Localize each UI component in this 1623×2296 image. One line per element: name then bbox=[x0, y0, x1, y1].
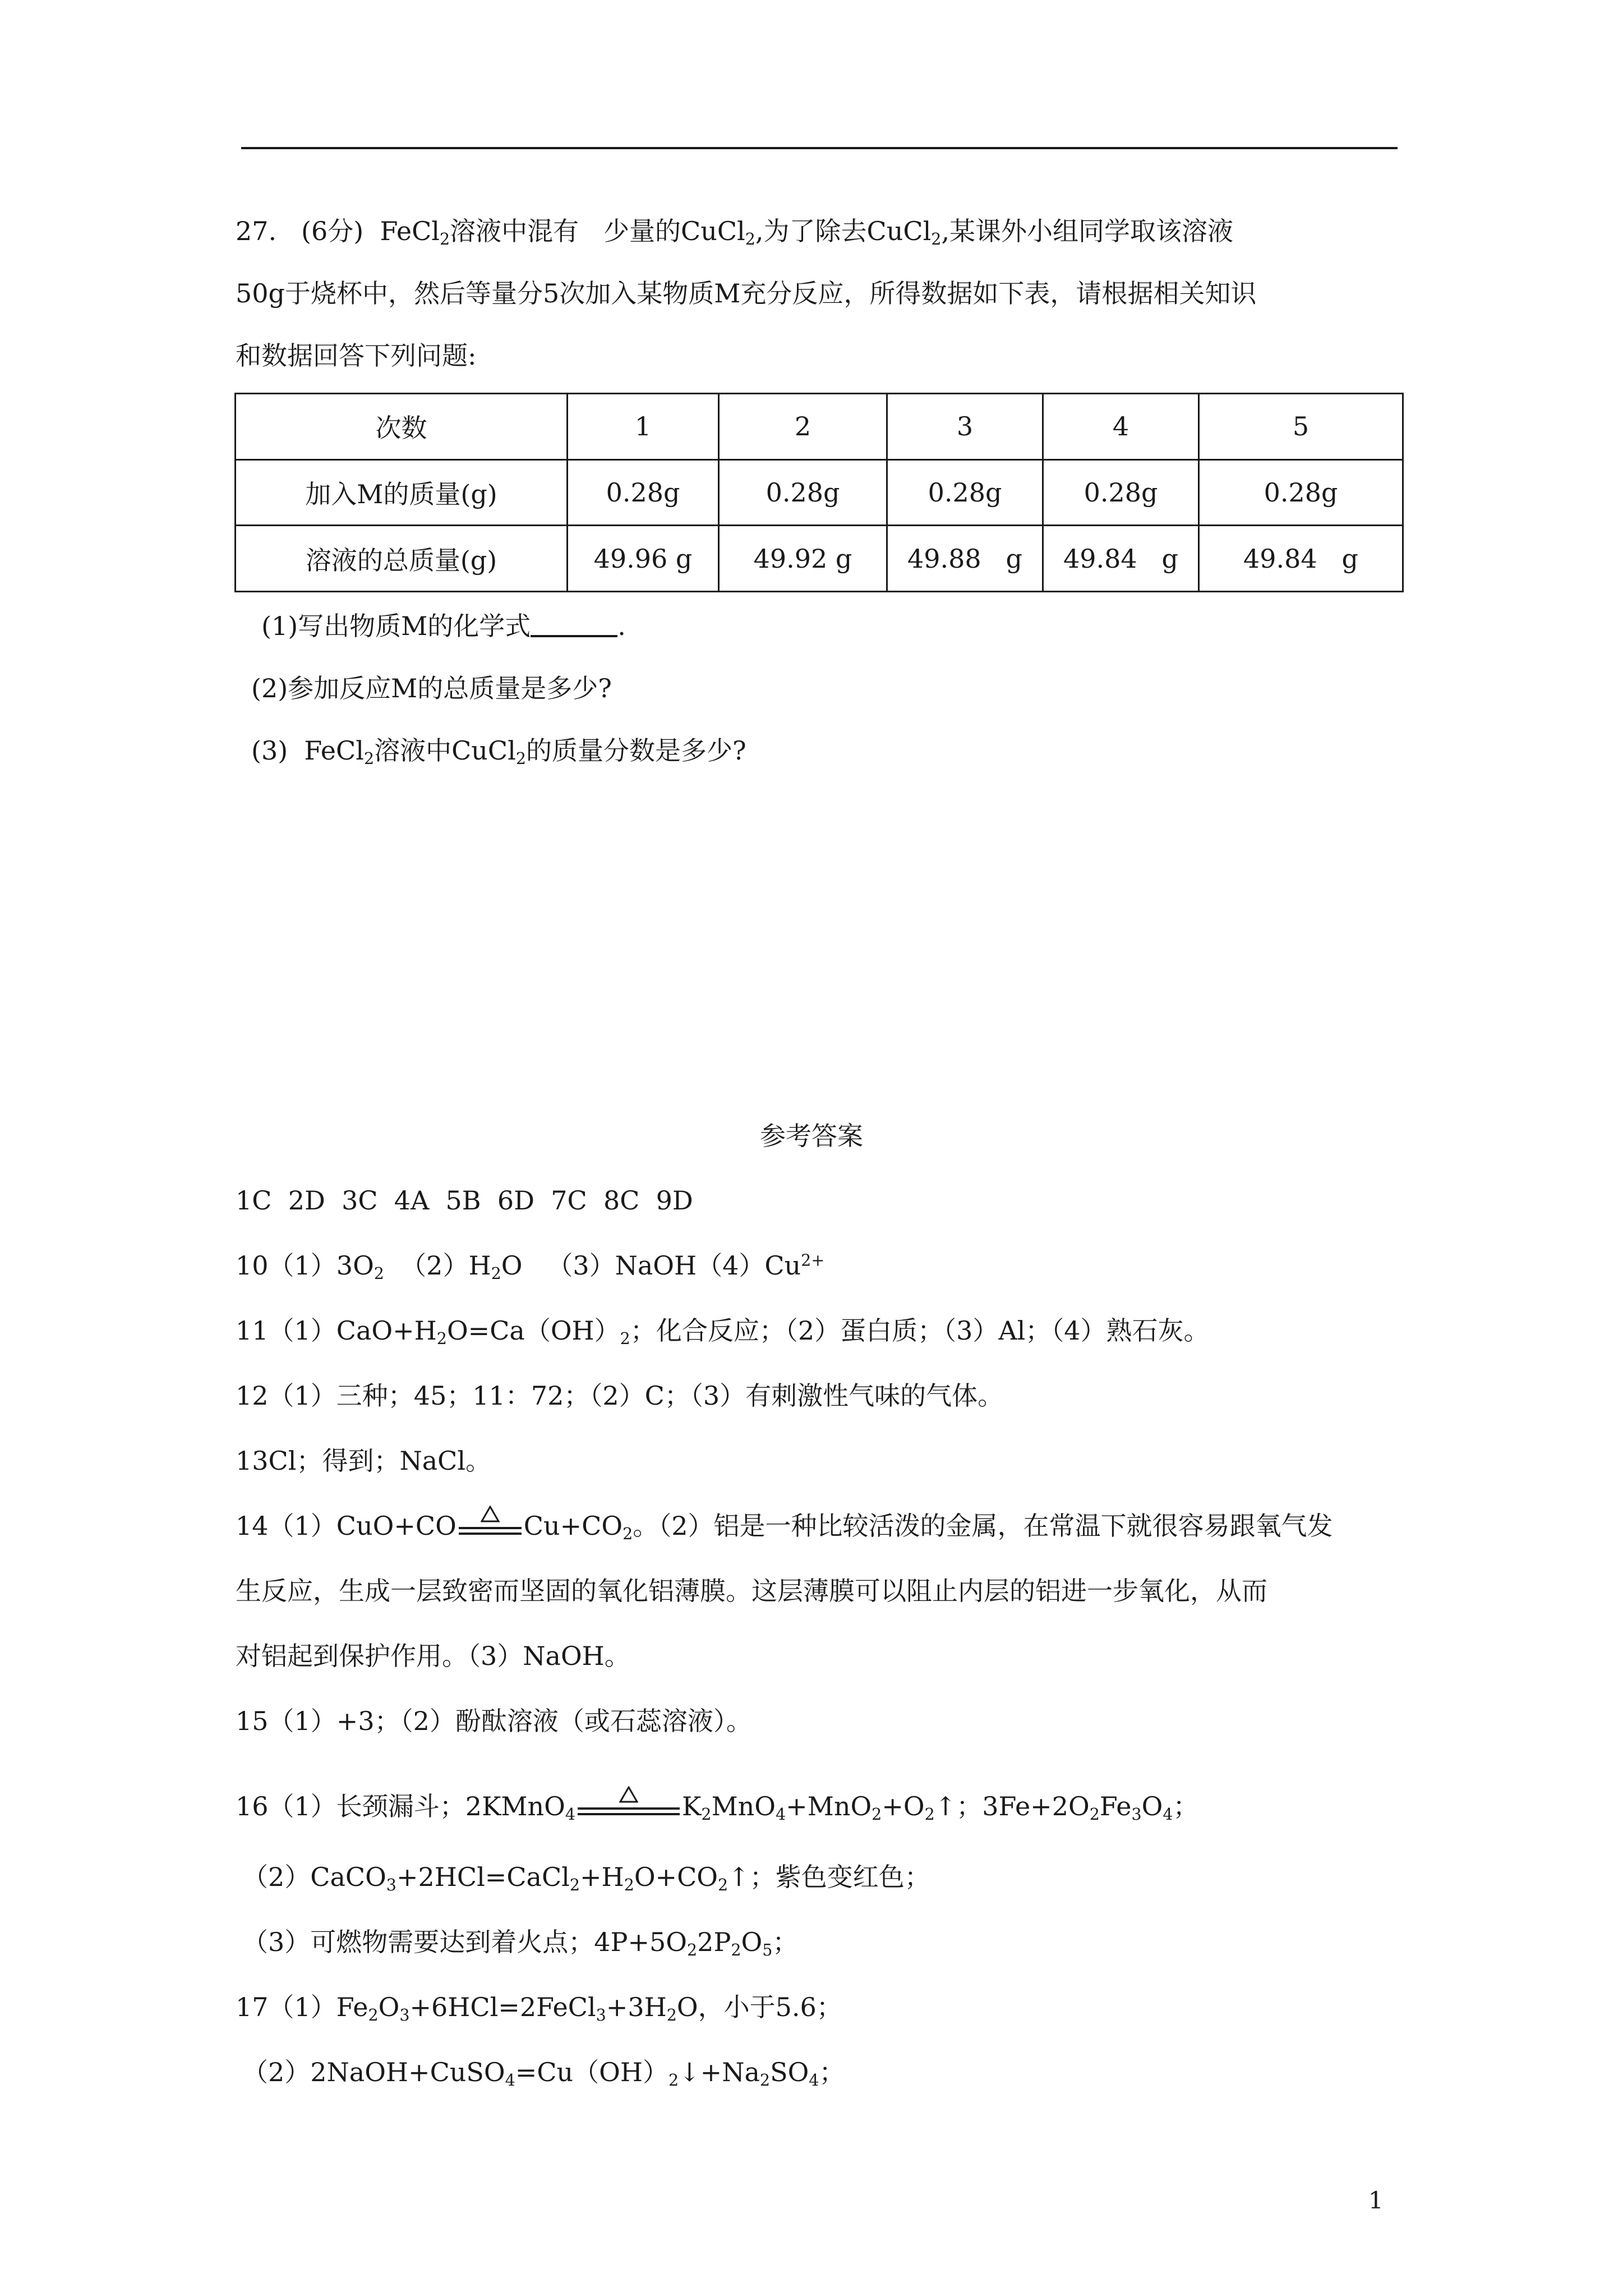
answer-16-line-2: $(2)CaCO_3+2HCl=CaCl_2+H_2O+CO_2↑$；紫色变红色； bbox=[242, 1862, 930, 1894]
header-rule bbox=[241, 147, 1398, 149]
answer-14-line-1: 14（1）CuO+CO $Cu+CO_2$。（2）铝是一种比较活泼的金属，在常温下就很容易跟氧气发 bbox=[236, 1509, 1402, 1543]
answer-1-9: 1C 2D 3C 4A 5B 6D 7C 8C 9D bbox=[236, 1185, 693, 1216]
page-number: 1 bbox=[1368, 2187, 1384, 2214]
answer-15: 15（1）+3；（2）酚酞溶液（或石蕊溶液）。 bbox=[236, 1706, 752, 1736]
data-table bbox=[234, 393, 1404, 592]
sub-question-3: (3) FeCl$_2$溶液中CuCl$_2$的质量分数是多少? bbox=[251, 735, 746, 768]
table-header-cell: 次数 bbox=[236, 394, 568, 460]
table-cell: 溶液的总质量(g) bbox=[236, 526, 568, 592]
table-row bbox=[236, 459, 1403, 526]
table-cell: 49.92 g bbox=[719, 526, 887, 592]
answer-17-line-2: $(2)2NaOH+CuSO_4=Cu(OH)_2↓+Na_2SO_4$； bbox=[242, 2057, 845, 2090]
table-header-cell: 4 bbox=[1043, 394, 1199, 460]
answer-16-line-3: （3）可燃物需要达到着火点；$4P+5O_22P_2O_5$； bbox=[242, 1927, 799, 1959]
heating-symbol bbox=[575, 1789, 682, 1823]
answer-10: $10(1)3O_2$ $(2)H_2O$ $(3)NaOH(4)Cu^{2+}$ bbox=[236, 1250, 825, 1283]
table-row bbox=[236, 526, 1403, 592]
table-cell: 0.28g bbox=[719, 459, 887, 526]
table-cell: 0.28g bbox=[1043, 459, 1199, 526]
table-cell: 49.84 g bbox=[1043, 526, 1199, 592]
table-cell: 49.88 g bbox=[887, 526, 1043, 592]
table-header-cell: 2 bbox=[719, 394, 887, 460]
table-header-cell: 5 bbox=[1199, 394, 1403, 460]
triangle-heat-icon bbox=[619, 1786, 638, 1803]
answer-14-line-2: 生反应，生成一层致密而坚固的氧化铝薄膜。这层薄膜可以阻止内层的铝进一步氧化，从而 bbox=[236, 1576, 1267, 1606]
answer-13: 13Cl；得到；NaCl。 bbox=[236, 1446, 492, 1476]
table-cell: 加入M的质量(g) bbox=[236, 459, 568, 526]
answers-title: 参考答案 bbox=[760, 1121, 863, 1151]
table-header-cell: 1 bbox=[568, 394, 719, 460]
answer-17-line-1: $17(1)Fe_2O_3+6HCl=2FeCl_3+3H_2O$，小于5.6； bbox=[236, 1992, 842, 2024]
table-header-cell: 3 bbox=[887, 394, 1043, 460]
question-27-line-3: 和数据回答下列问题: bbox=[236, 341, 477, 371]
triangle-heat-icon bbox=[481, 1506, 500, 1522]
answer-11: $11(1)CaO+H_2O=Ca(OH)_2$；化合反应；（2）蛋白质；（3）Al；（4）熟石灰。 bbox=[236, 1315, 1210, 1348]
table-header-row bbox=[236, 394, 1403, 460]
table-cell: 49.96 g bbox=[568, 526, 719, 592]
heating-symbol bbox=[457, 1509, 524, 1543]
table-cell: 49.84 g bbox=[1199, 526, 1403, 592]
answer-16-line-1: 16（1）长颈漏斗；2KMnO$_4$ $K_2MnO_4+MnO_2+O_2↑$；$3Fe+2O_2Fe_3O_4$； bbox=[236, 1789, 1402, 1823]
question-27-line-1: 27. (6分) FeCl$_2$溶液中混有 少量的CuCl$_2$,为了除去CuCl$_2$,某课外小组同学取该溶液 bbox=[236, 216, 1234, 249]
sub-question-2: (2)参加反应M的总质量是多少? bbox=[251, 673, 612, 703]
answer-blank bbox=[531, 613, 617, 637]
sub-question-1: (1)写出物质M的化学式 . bbox=[261, 611, 626, 641]
table-cell: 0.28g bbox=[887, 459, 1043, 526]
table-cell: 0.28g bbox=[568, 459, 719, 526]
answer-12: 12（1）三种；45；11：72；（2）C；（3）有刺激性气味的气体。 bbox=[236, 1381, 1004, 1411]
answer-14-line-3: 对铝起到保护作用。（3）NaOH。 bbox=[236, 1641, 630, 1671]
table-cell: 0.28g bbox=[1199, 459, 1403, 526]
question-27-line-2: 50g于烧杯中，然后等量分5次加入某物质M充分反应，所得数据如下表，请根据相关知识 bbox=[236, 278, 1257, 309]
